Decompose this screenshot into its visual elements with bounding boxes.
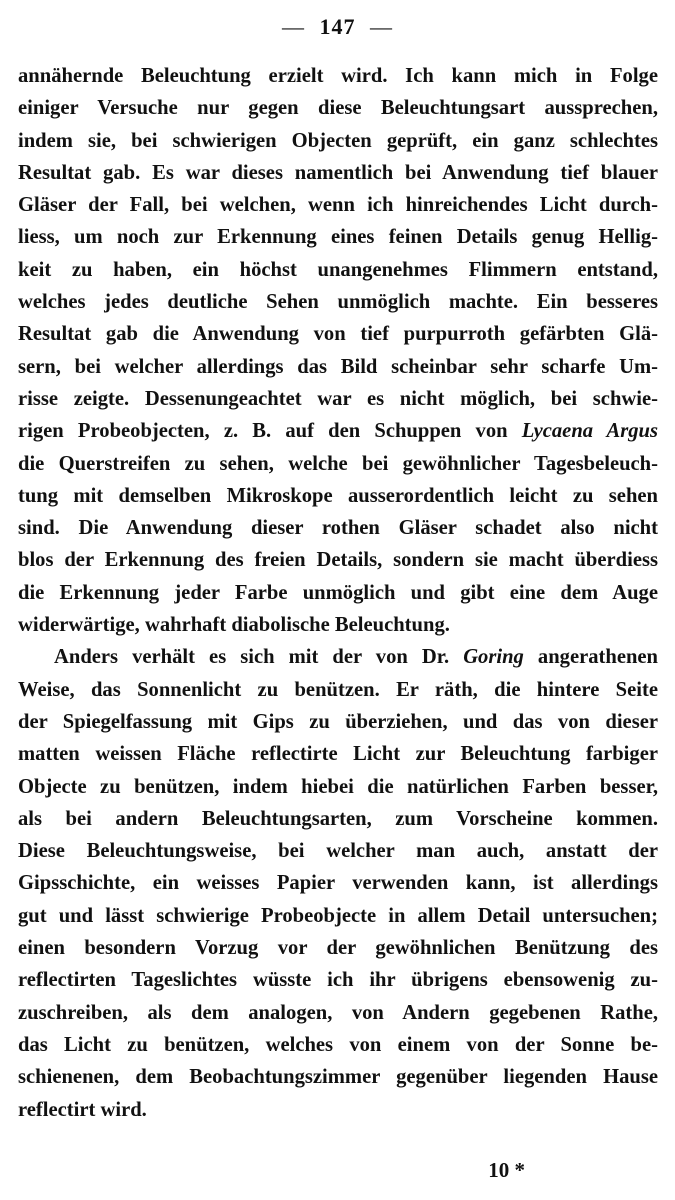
text-line: einiger Versuche nur gegen diese Beleuchtungsart aussprechen, <box>18 97 658 120</box>
text-line: reflectirten Tageslichtes wüsste ich ihr übrigens ebensowenig zu- <box>18 969 658 992</box>
text-segment: rigen Probeobjecten, z. B. auf den Schuppen von <box>18 420 508 443</box>
text-line: annähernde Beleuchtung erzielt wird. Ich kann mich in Folge <box>18 65 658 87</box>
text-line: matten weissen Fläche reflectirte Licht zur Beleuchtung farbiger <box>18 743 658 766</box>
text-line: tung mit demselben Mikroskope ausserordentlich leicht zu sehen <box>18 484 658 507</box>
text-line: als bei andern Beleuchtungsarten, zum Vorscheine kommen. <box>18 807 658 830</box>
text-line: Objecte zu benützen, indem hiebei die natürlichen Farben besser, <box>18 775 658 798</box>
text-line: indem sie, bei schwierigen Objecten geprüft, ein ganz schlechtes <box>18 129 658 152</box>
text-line: einen besondern Vorzug vor der gewöhnlichen Benützung des <box>18 937 658 960</box>
species-name: Lycaena Argus <box>521 420 658 443</box>
page-header <box>0 14 675 40</box>
text-line: die Querstreifen zu sehen, welche bei gewöhnlicher Tagesbeleuch- <box>18 452 658 475</box>
signature-mark: 10 * <box>488 1158 525 1182</box>
text-line: die Erkennung jeder Farbe unmöglich und gibt eine dem Auge <box>18 581 658 604</box>
text-line: liess, um noch zur Erkennung eines feinen Details genug Hellig- <box>18 226 658 249</box>
text-line-with-species <box>18 415 658 447</box>
page-number: 147 <box>319 14 356 39</box>
text-line: widerwärtige, wahrhaft diabolische Beleuchtung. <box>18 614 450 637</box>
text-line-with-author <box>18 641 658 673</box>
header-dash-left: — <box>282 14 305 39</box>
text-segment: Anders verhält es sich mit der von Dr. <box>54 646 450 669</box>
text-line: reflectirt wird. <box>18 1098 147 1121</box>
text-line: Resultat gab die Anwendung von tief purpurroth gefärbten Glä- <box>18 323 658 346</box>
text-line: schienenen, dem Beobachtungszimmer gegenüber liegenden Hause <box>18 1066 658 1089</box>
text-line: blos der Erkennung des freien Details, sondern sie macht überdiess <box>18 549 658 572</box>
text-line: Weise, das Sonnenlicht zu benützen. Er räth, die hintere Seite <box>18 678 658 701</box>
text-line: sind. Die Anwendung dieser rothen Gläser schadet also nicht <box>18 517 658 540</box>
text-line: keit zu haben, ein höchst unangenehmes Flimmern entstand, <box>18 258 658 281</box>
text-line: Resultat gab. Es war dieses namentlich bei Anwendung tief blauer <box>18 161 658 184</box>
author-name: Goring <box>463 646 524 669</box>
text-line: der Spiegelfassung mit Gips zu überziehen, und das von dieser <box>18 710 658 733</box>
text-segment: angerathenen <box>537 646 658 669</box>
text-line: das Licht zu benützen, welches von einem von der Sonne be- <box>18 1033 658 1056</box>
header-dash-right: — <box>370 14 393 39</box>
text-line: Diese Beleuchtungsweise, bei welcher man auch, anstatt der <box>18 840 658 863</box>
text-line: Gläser der Fall, bei welchen, wenn ich hinreichendes Licht durch- <box>18 194 658 217</box>
text-line: Gipsschichte, ein weisses Papier verwenden kann, ist allerdings <box>18 872 658 895</box>
text-line: risse zeigte. Dessenungeachtet war es nicht möglich, bei schwie- <box>18 387 658 410</box>
text-line: zuschreiben, als dem analogen, von Andern gegebenen Rathe, <box>18 1001 658 1024</box>
text-line: gut und lässt schwierige Probeobjecte in allem Detail untersuchen; <box>18 904 658 927</box>
text-line: welches jedes deutliche Sehen unmöglich machte. Ein besseres <box>18 291 658 314</box>
page-body <box>18 60 658 1126</box>
text-line: sern, bei welcher allerdings das Bild scheinbar sehr scharfe Um- <box>18 355 658 378</box>
